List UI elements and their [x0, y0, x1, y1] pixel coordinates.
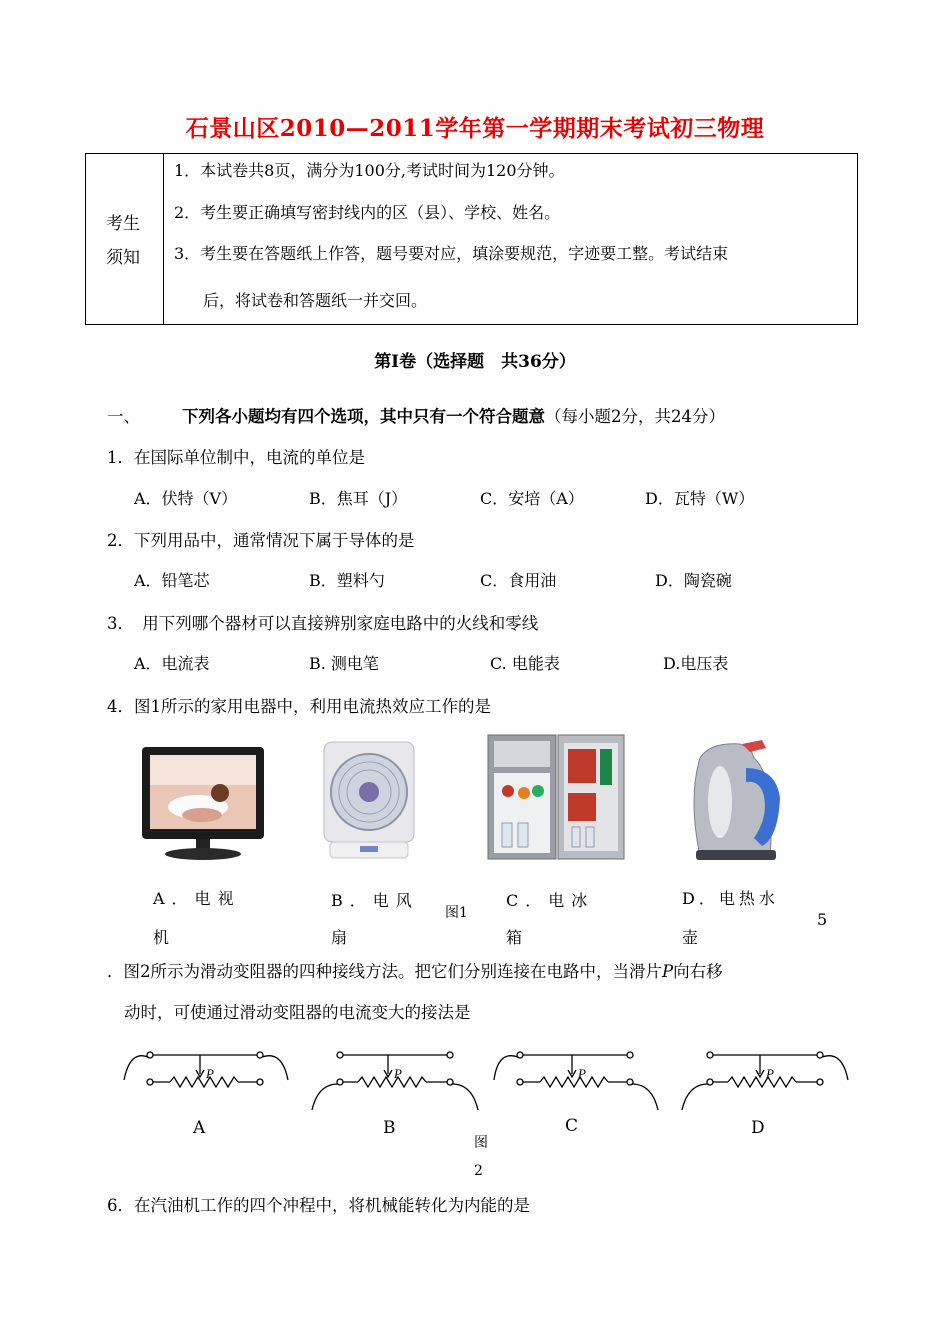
figure2-diagrams [110, 1040, 870, 1120]
q1-stem: 1．在国际单位制中，电流的单位是 [107, 448, 365, 467]
fig2-label-d: D [751, 1118, 765, 1138]
section1-number: 一、 [107, 407, 140, 426]
fig2-label-c: C [565, 1116, 579, 1136]
section1-instruction-main: 下列各小题均有四个选项，其中只有一个符合题意 [182, 407, 545, 426]
fig2-label-a: A [193, 1118, 206, 1138]
page-title: 石景山区2010—2011学年第一学期期末考试初三物理 [185, 115, 765, 142]
slider-label-b: P [394, 1066, 402, 1081]
rheostat-c [494, 1052, 658, 1110]
fig1-label-d-line2: 壶 [682, 928, 699, 947]
q5-line1-end: 向右移 [673, 962, 723, 981]
fig1-label-a-line1: A．电视 [153, 889, 241, 908]
q2-stem: 2．下列用品中，通常情况下属于导体的是 [107, 531, 415, 550]
q3-stem: 3． 用下列哪个器材可以直接辨别家庭电路中的火线和零线 [107, 614, 539, 633]
fig1-label-b-line2: 扇 [331, 928, 348, 947]
q1-option-c: C．安培（A） [480, 489, 584, 508]
notice-label-line1: 考生 [106, 214, 140, 234]
fig1-label-d-line1: D．电热水 [682, 889, 779, 908]
q2-option-c: C．食用油 [480, 571, 557, 590]
q1-option-d: D．瓦特（W） [645, 489, 755, 508]
fig2-caption-line2: 2 [474, 1163, 483, 1179]
q1-option-a: A．伏特（V） [134, 489, 238, 508]
q5-p-symbol: P [662, 962, 674, 981]
refrigerator-image [486, 733, 628, 863]
section1-instruction-note: （每小题2分，共24分） [545, 407, 725, 426]
section1-instruction [182, 403, 725, 427]
notice-label-line2: 须知 [106, 248, 140, 268]
q5-number: 5 [817, 910, 828, 929]
q2-option-a: A．铅笔芯 [134, 571, 210, 590]
tv-image [138, 745, 268, 863]
rheostat-b [312, 1052, 478, 1110]
q3-option-a: A．电流表 [134, 654, 210, 673]
q5-line2: 动时，可使通过滑动变阻器的电流变大的接法是 [124, 1003, 471, 1022]
notice-item-1: 1．本试卷共8页，满分为100分,考试时间为120分钟。 [174, 161, 565, 180]
part1-title: 第Ⅰ卷（选择题 共36分） [374, 352, 576, 372]
notice-item-2: 2．考生要正确填写密封线内的区（县）、学校、姓名。 [174, 203, 561, 222]
q4-stem: 4．图1所示的家用电器中，利用电流热效应工作的是 [107, 697, 491, 716]
fig1-label-b-line1: B．电风 [331, 891, 419, 910]
notice-item-3-cont: 后，将试卷和答题纸一并交回。 [203, 291, 428, 310]
fan-image [320, 738, 418, 863]
fig1-label-c-line2: 箱 [506, 928, 523, 947]
exam-notice-box [85, 153, 858, 325]
q5-line1 [107, 958, 723, 982]
slider-label-d: P [766, 1066, 774, 1081]
notice-item-3: 3．考生要在答题纸上作答，题号要对应，填涂要规范，字迹要工整。考试结束 [174, 244, 729, 263]
electric-kettle-image [680, 738, 790, 863]
rheostat-d [682, 1052, 848, 1110]
q3-option-c: C. 电能表 [490, 654, 560, 673]
q5-line1-text: ．图2所示为滑动变阻器的四种接线方法。把它们分别连接在电路中，当滑片 [107, 962, 662, 981]
q3-option-d: D.电压表 [663, 654, 729, 673]
q1-option-b: B．焦耳（J） [309, 489, 408, 508]
fig2-label-b: B [383, 1118, 396, 1138]
q2-option-d: D．陶瓷碗 [655, 571, 732, 590]
fig1-label-c-line1: C．电冰 [506, 891, 595, 910]
slider-label-a: P [206, 1066, 214, 1081]
notice-label-cell [86, 154, 164, 324]
fig2-caption-line1: 图 [474, 1135, 488, 1151]
fig1-label-a-line2: 机 [153, 928, 170, 947]
q2-option-b: B．塑料勺 [309, 571, 385, 590]
q3-option-b: B. 测电笔 [309, 654, 379, 673]
q6-stem: 6．在汽油机工作的四个冲程中，将机械能转化为内能的是 [107, 1196, 530, 1215]
slider-label-c: P [578, 1066, 586, 1081]
fig1-caption: 图1 [445, 905, 468, 921]
